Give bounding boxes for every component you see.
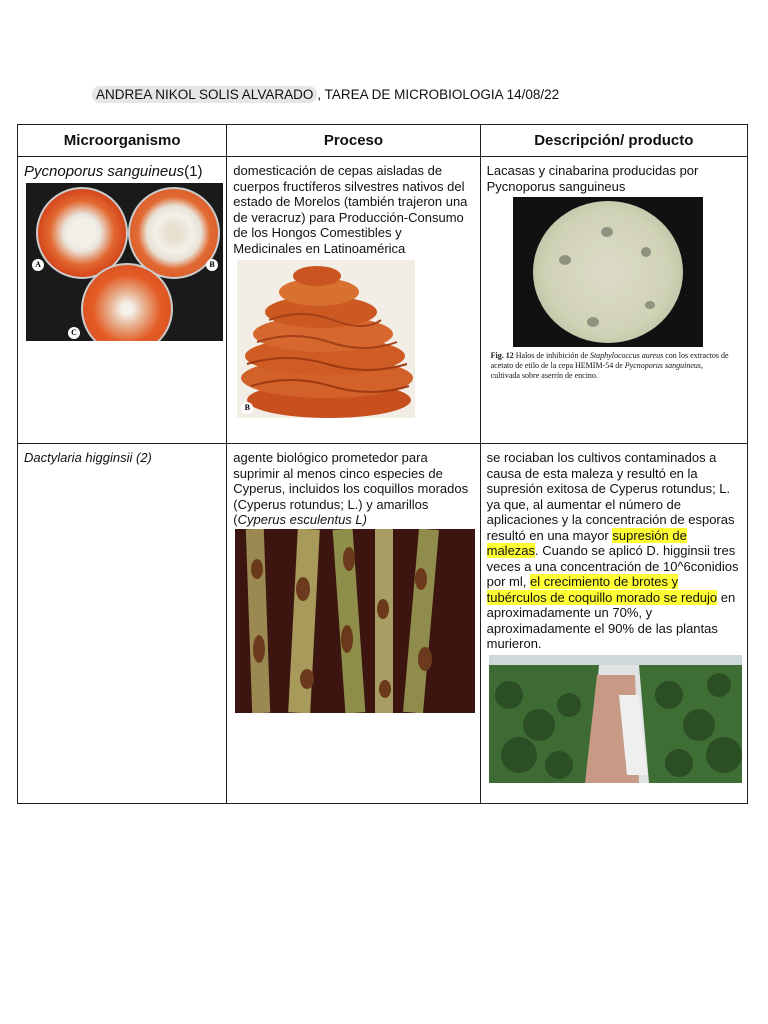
plate-label-a: A	[32, 259, 44, 271]
cell-microorganism	[18, 157, 227, 444]
mushroom-drawing	[237, 260, 415, 418]
cell-process	[227, 444, 480, 804]
cell-description	[480, 157, 747, 444]
table-row	[18, 157, 748, 444]
cell-microorganism	[18, 444, 227, 804]
field-plants-image	[489, 655, 742, 783]
process-text: agente biológico prometedor para suprimir al menos cinco especies de Cyperus, incluidos los coquillos morados (Cyperus rotundus; L.) y amarillos (Cyperus esculentus L)	[233, 450, 469, 527]
microorganism-name: Dactylaria higginsii (2)	[24, 450, 152, 465]
header-descripcion: Descripción/ producto	[480, 125, 747, 157]
highlight-supresion: supresión de malezas	[486, 527, 687, 558]
petri-dishes-image	[26, 183, 223, 341]
table-row	[18, 444, 748, 804]
description-text: se rociaban los cultivos contaminados a causa de esta maleza y resultó en la supresión exitosa de Cyperus rotundus; L. ya que, al aumentar el número de aplicaciones y la concentración de esporas resultó en una mayor supresión de malezas. Cuando se aplicó D. higginsii tres veces a una concentración de 10^6conidios por ml, el crecimiento de brotes y tubérculos de coquillo morado se redujo en aproximadamente un 70%, y aproximadamente el 90% de las plantas murieron.	[486, 450, 739, 651]
microorganism-table	[17, 124, 748, 804]
description-text: Lacasas y cinabarina producidas por Pycnoporus sanguineus	[486, 163, 699, 194]
header-microorganismo: Microorganismo	[18, 125, 227, 157]
student-name: ANDREA NIKOL SOLIS ALVARADO	[92, 86, 317, 103]
figure-caption: Fig. 12 Halos de inhibición de Staphylococcus aureus con los extractos de acetato de etilo de la cepa HEMIM-54 de Pycnoporus sanguineus, cultivada sobre aserrín de encino.	[490, 351, 729, 380]
cell-process	[227, 157, 480, 444]
header-rest: , TAREA DE MICROBIOLOGIA 14/08/22	[317, 87, 560, 102]
process-text: domesticación de cepas aisladas de cuerpos fructíferos silvestres nativos del estado de Morelos (también trajeron una de veracruz) para Producción-Consumo de los Hongos Comestibles y Medicinales en Latinoamérica	[233, 163, 468, 256]
mushroom-label-b: B	[241, 402, 253, 414]
field-plants-drawing	[489, 655, 742, 783]
plate-label-b: B	[206, 259, 218, 271]
cell-description	[480, 444, 747, 804]
plate-label-c: C	[68, 327, 80, 339]
table-header-row	[18, 125, 748, 157]
microorganism-name: Pycnoporus sanguineus(1)	[24, 163, 203, 180]
mushroom-image	[237, 260, 415, 418]
leaf-lesions-drawing	[235, 529, 475, 713]
inhibition-plate-image	[513, 197, 703, 347]
highlight-crecimiento: el crecimiento de brotes y tubérculos de coquillo morado se redujo	[486, 574, 718, 605]
leaf-lesions-image	[235, 529, 475, 713]
header-proceso: Proceso	[227, 125, 480, 157]
document-header	[92, 87, 559, 102]
